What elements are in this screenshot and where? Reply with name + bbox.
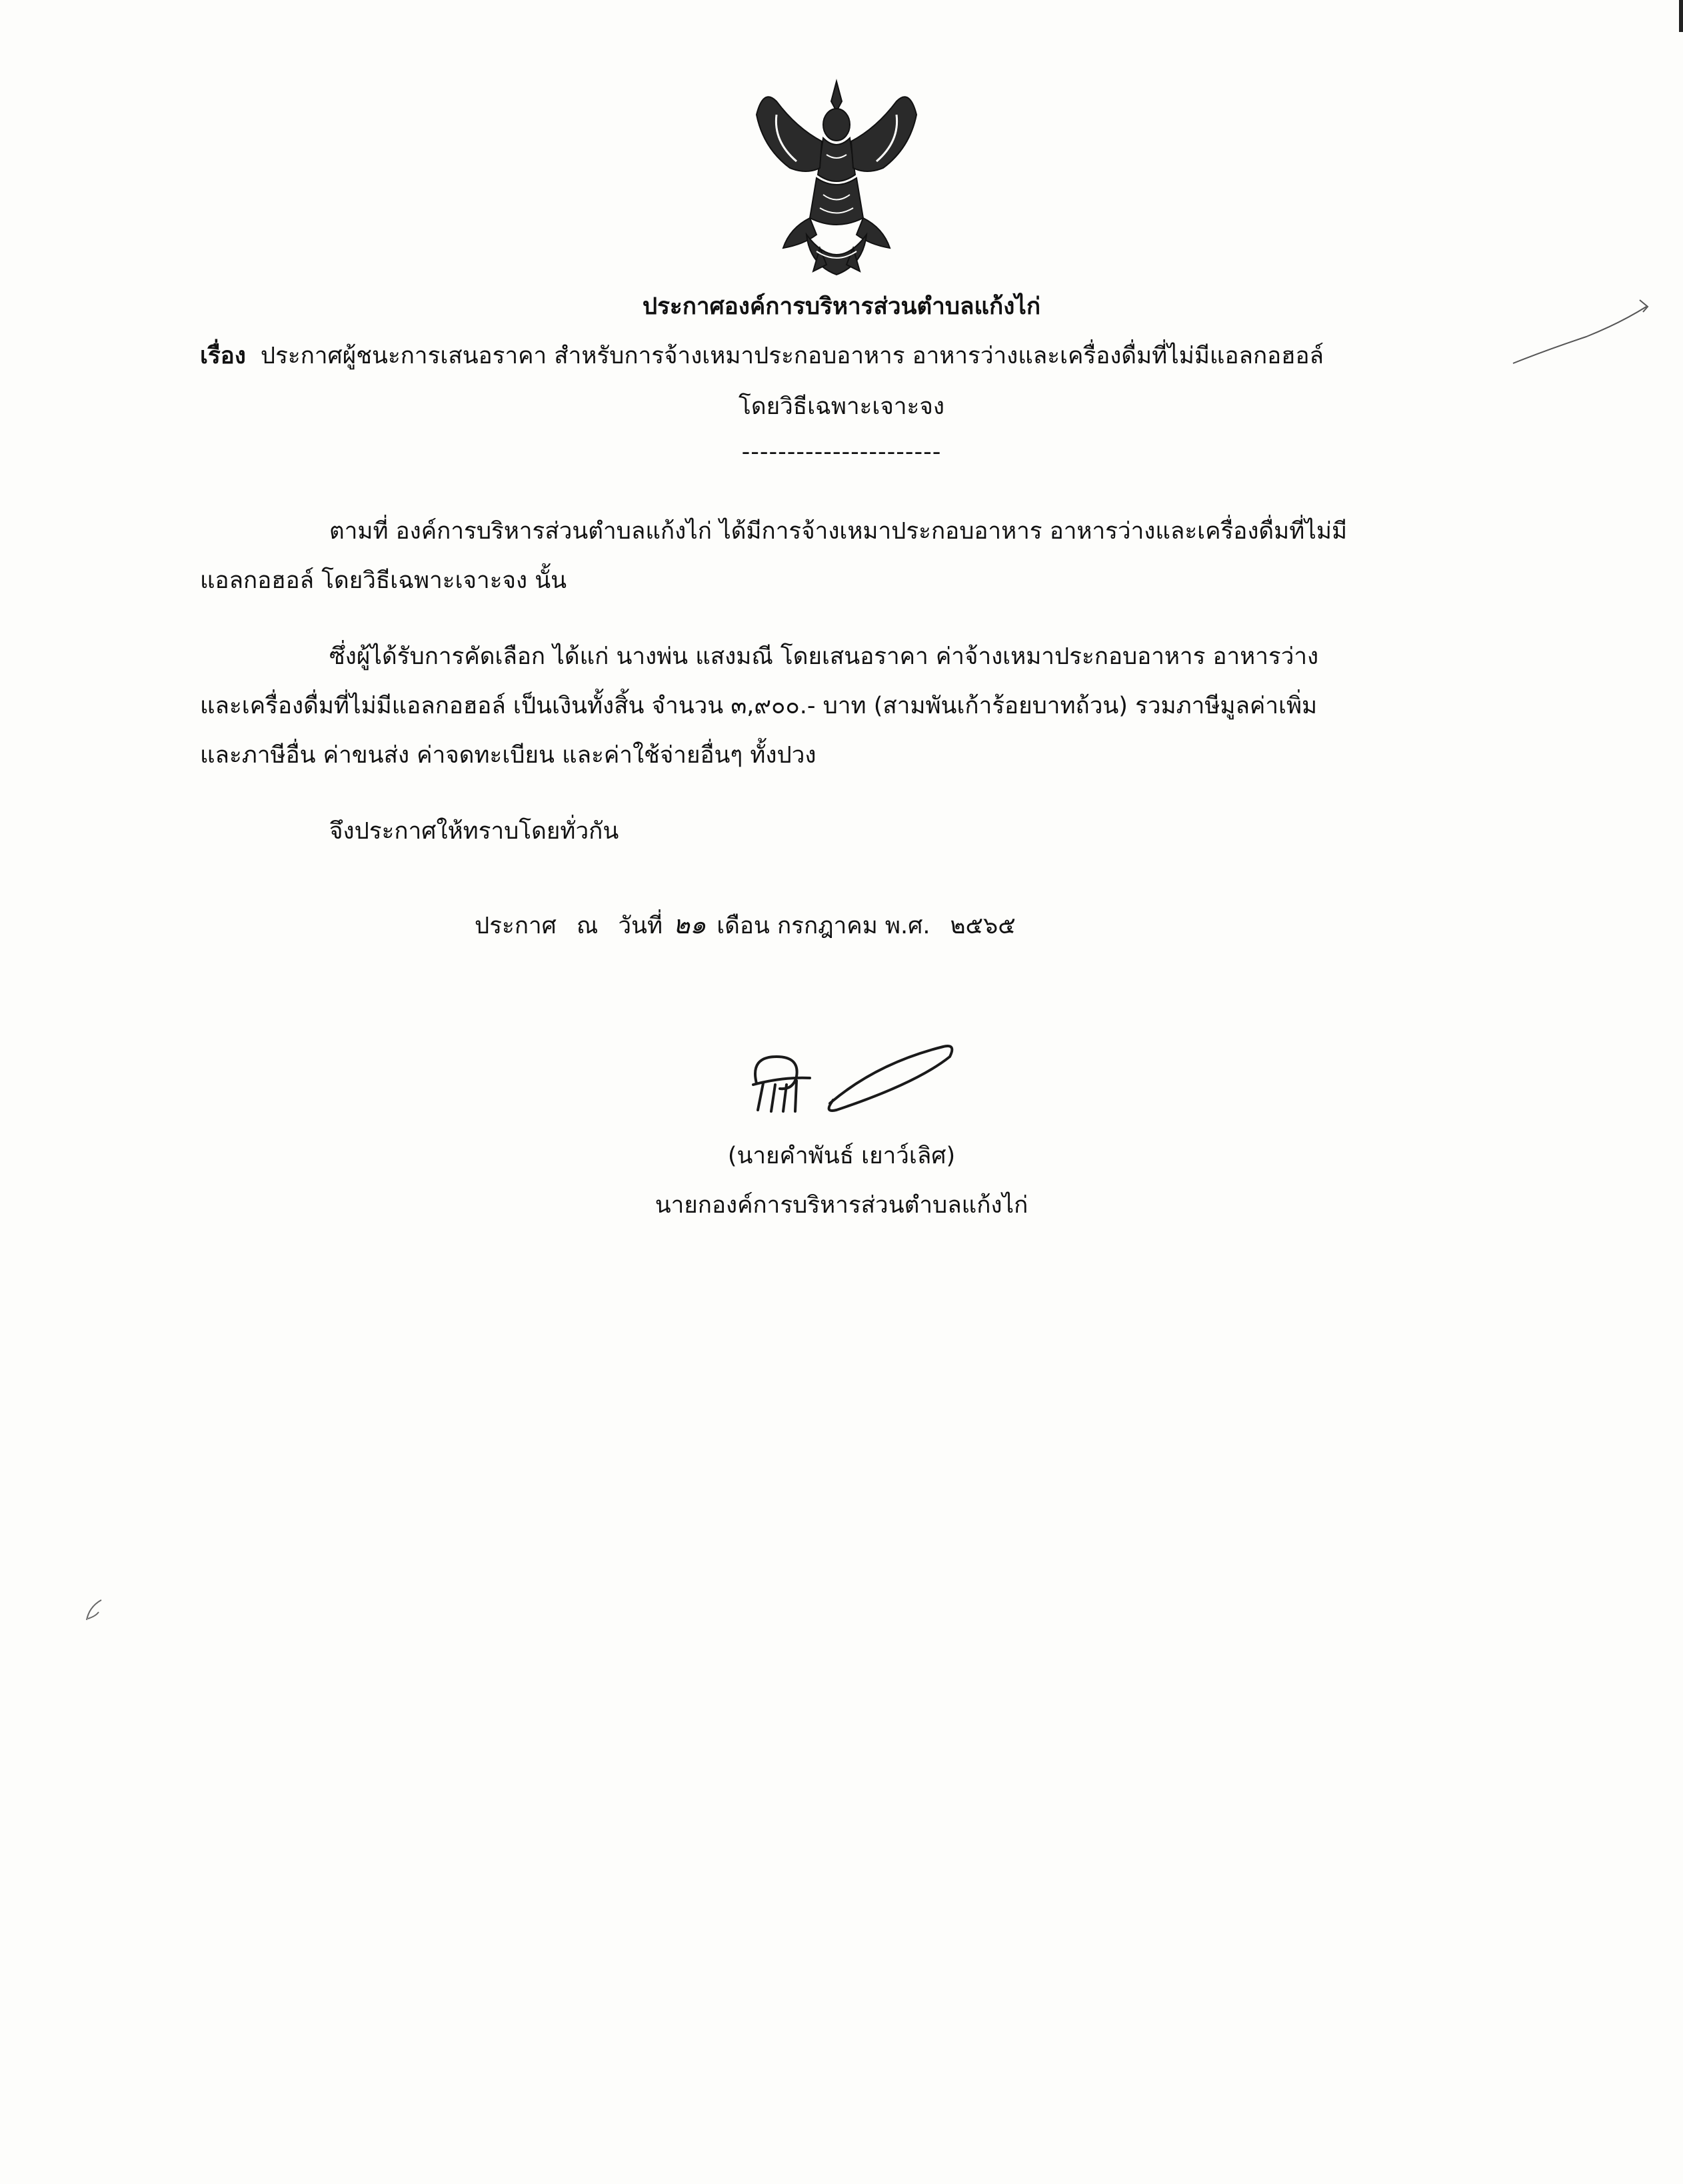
- signer-name: (นายคำพันธ์ เยาว์เลิศ): [727, 1143, 956, 1169]
- paragraph-3: จึงประกาศให้ทราบโดยทั่วกัน: [329, 818, 619, 845]
- signer-title: นายกองค์การบริหารส่วนตำบลแก้งไก่: [655, 1192, 1028, 1219]
- subject-label: เรื่อง: [200, 343, 246, 369]
- date-prefix: ประกาศ: [475, 913, 557, 939]
- date-month: เดือน กรกฎาคม พ.ศ.: [717, 913, 930, 939]
- subject-line: [200, 341, 1324, 371]
- subject-text-continued: โดยวิธีเฉพาะเจาะจง: [739, 393, 944, 420]
- paragraph-2-line-2: และเครื่องดื่มที่ไม่มีแอลกอฮอล์ เป็นเงินทั้งสิ้น จำนวน ๓,๙๐๐.- บาท (สามพันเก้าร้อยบาทถ้วน) รวมภาษีมูลค่าเพิ่ม: [200, 693, 1318, 719]
- paragraph-2-line-3: และภาษีอื่น ค่าขนส่ง ค่าจดทะเบียน และค่าใช้จ่ายอื่นๆ ทั้งปวง: [200, 742, 817, 769]
- garuda-emblem: [737, 75, 936, 281]
- subject-text: ประกาศผู้ชนะการเสนอราคา สำหรับการจ้างเหมาประกอบอาหาร อาหารว่างและเครื่องดื่มที่ไม่มีแอลกอฮอล์: [260, 343, 1324, 369]
- stray-pen-mark: [81, 1593, 108, 1627]
- paragraph-1-line-1: ตามที่ องค์การบริหารส่วนตำบลแก้งไก่ ได้มีการจ้างเหมาประกอบอาหาร อาหารว่างและเครื่องดื่มที่ไม่มี: [329, 518, 1348, 545]
- scan-edge-mark: [1679, 0, 1683, 32]
- date-at: ณ: [576, 913, 599, 939]
- divider: ----------------------: [741, 439, 942, 465]
- date-line: [475, 910, 1016, 941]
- announcement-title: ประกาศองค์การบริหารส่วนตำบลแก้งไก่: [642, 293, 1041, 320]
- paragraph-2-line-1: ซึ่งผู้ได้รับการคัดเลือก ได้แก่ นางพ่น แสงมณี โดยเสนอราคา ค่าจ้างเหมาประกอบอาหาร อาหารว่าง: [329, 643, 1319, 670]
- paragraph-1-line-2: แอลกอฮอล์ โดยวิธีเฉพาะเจาะจง นั้น: [200, 567, 567, 594]
- date-year: ๒๕๖๕: [950, 913, 1016, 939]
- stray-pen-mark: [1506, 293, 1653, 373]
- handwritten-day: ๒๑: [673, 910, 707, 939]
- handwritten-signature: [743, 1037, 963, 1127]
- date-day-label: วันที่: [618, 913, 663, 939]
